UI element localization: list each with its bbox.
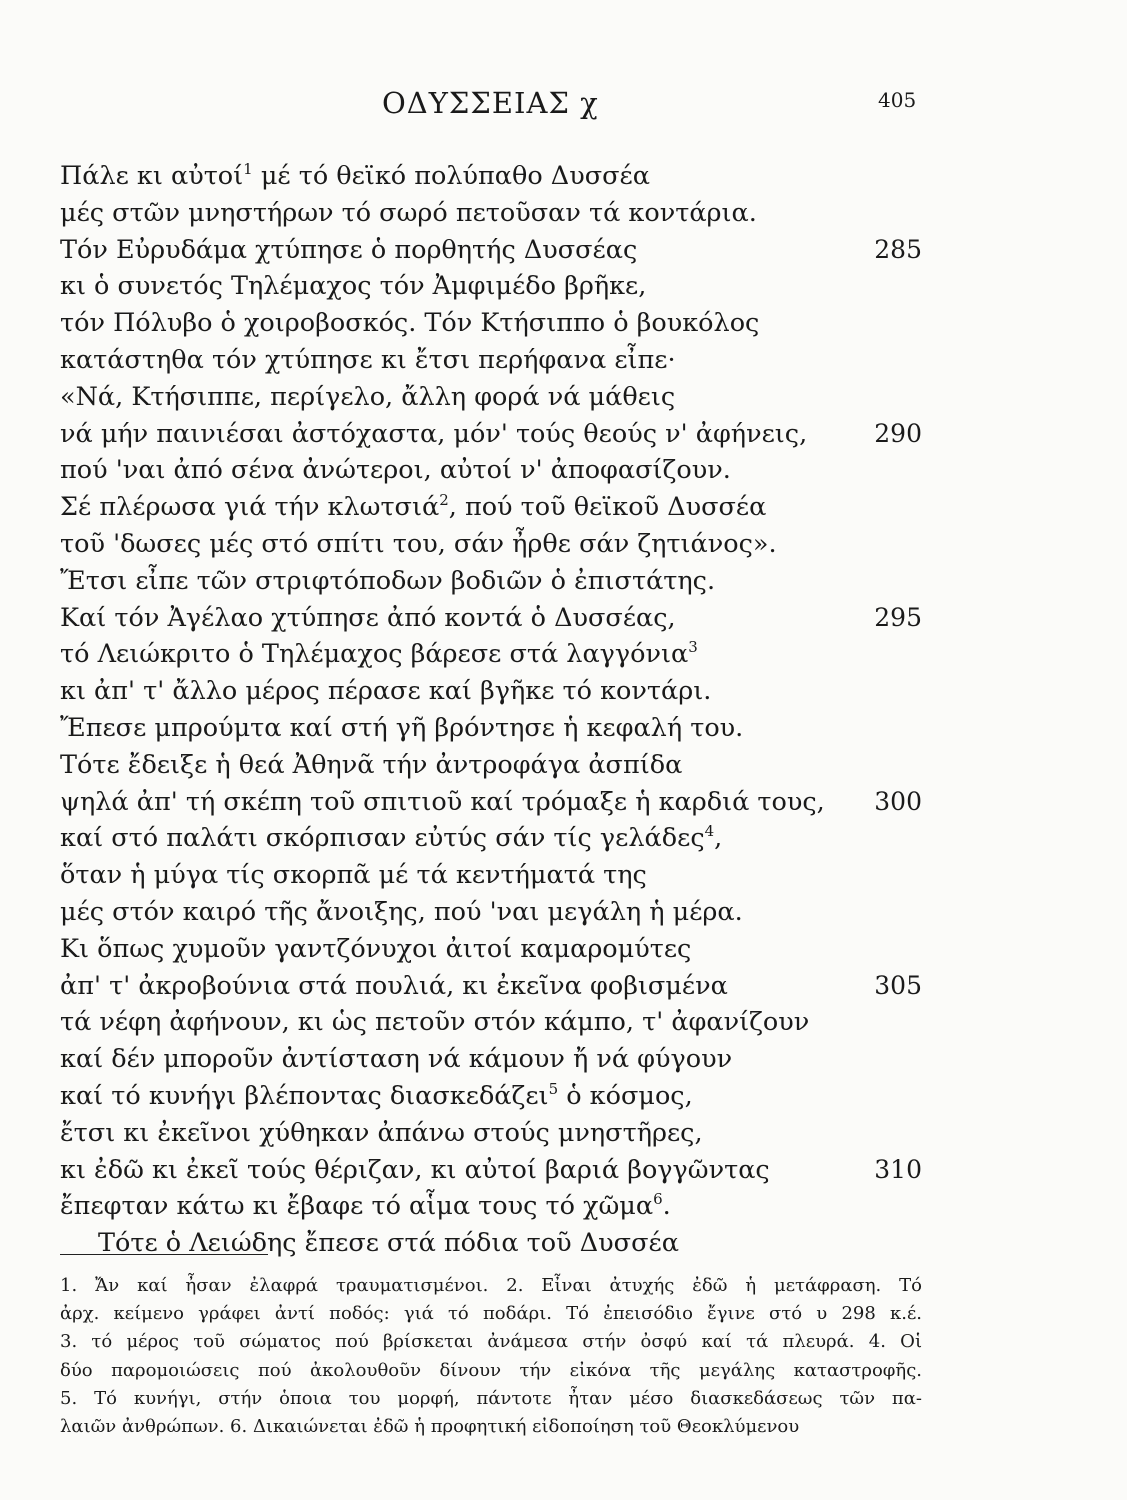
verse-text-main: ἀπ' τ' ἀκροβούνια στά πουλιά, κι ἐκεῖνα φοβισμένα — [60, 970, 728, 1001]
verse-text-main: Τότε ὁ Λειώδης ἔπεσε στά πόδια τοῦ Δυσσέα — [98, 1228, 679, 1259]
verse-text-main: νά μήν παινιέσαι ἀστόχαστα, μόν' τούς θεούς ν' ἀφήνεις, — [60, 418, 808, 449]
verse-text-main: Τότε ἔδειξε ἡ θεά Ἀθηνᾶ τήν ἀντροφάγα ἀσπίδα — [60, 749, 683, 780]
verse-line — [60, 1188, 922, 1225]
verse-text-main: Πάλε κι αὐτοί — [60, 161, 244, 191]
verse-line — [60, 931, 922, 968]
verse-line — [60, 268, 922, 305]
verse-text-main: «Νά, Κτήσιππε, περίγελο, ἄλλη φορά νά μάθεις — [60, 381, 676, 412]
verse-text-main: ἔτσι κι ἐκεῖνοι χύθηκαν ἀπάνω στούς μνηστῆρες, — [60, 1117, 703, 1148]
verse-text-main: ἔπεφταν κάτω κι ἔβαφε τό αἷμα τους τό χῶμα — [60, 1191, 654, 1222]
verse-line — [60, 1152, 922, 1189]
verse-text — [60, 271, 646, 301]
verse-text — [60, 934, 691, 964]
verse-text-main: Καί τόν Ἀγέλαο χτύπησε ἀπό κοντά ὁ Δυσσέας, — [60, 602, 676, 633]
verse-line — [60, 636, 922, 673]
footnote-marker: 1 — [243, 160, 253, 178]
verse-text-tail: μέ τό θεϊκό πολύπαθο Δυσσέα — [252, 161, 650, 191]
footnote-line: δύο παρομοιώσεις πού ἀκολουθοῦν δίνουν τήν εἰκόνα τῆς μεγάλης καταστροφῆς. — [60, 1359, 922, 1381]
verse-line — [60, 563, 922, 600]
verse-line — [60, 342, 922, 379]
verse-text — [60, 235, 637, 265]
verse-text — [60, 566, 715, 596]
verse-text-main: τόν Πόλυβο ὁ χοιροβοσκός. Τόν Κτήσιππο ὁ βουκόλος — [60, 308, 760, 339]
verse-text-main: κι ἐδῶ κι ἐκεῖ τούς θέριζαν, κι αὐτοί βαριά βογγῶντας — [60, 1154, 770, 1185]
verse-text-main: κι ἀπ' τ' ἄλλο μέρος πέρασε καί βγῆκε τό κοντάρι. — [60, 676, 712, 707]
footnote-marker: 2 — [439, 491, 449, 510]
verse-number: 285 — [874, 234, 922, 264]
verse-text — [60, 823, 722, 853]
running-head-title: ΟΔΥΣΣΕΙΑΣ χ — [382, 86, 599, 120]
verse-text — [60, 1155, 770, 1185]
verse-line — [60, 710, 922, 747]
footnote-line: λαιῶν ἀνθρώπων. 6. Δικαιώνεται ἐδῶ ἡ προφητική εἰδοποίηση τοῦ Θεοκλύμενου — [60, 1415, 800, 1437]
verse-text — [60, 345, 676, 375]
verse-line — [60, 1078, 922, 1115]
verse-number: 310 — [874, 1154, 922, 1184]
verse-line — [60, 416, 922, 453]
verse-line — [60, 784, 922, 821]
verse-text — [60, 603, 676, 633]
verse-text — [60, 1044, 732, 1074]
page-number: 405 — [878, 88, 917, 112]
verse-line — [60, 673, 922, 710]
verse-text-tail: , — [714, 823, 723, 854]
footnotes — [60, 1272, 922, 1441]
verse-text-tail: ὁ κόσμος, — [558, 1080, 693, 1111]
verse-text-main: καί στό παλάτι σκόρπισαν εὐτύς σάν τίς γελάδες — [60, 823, 705, 854]
verse-text — [60, 787, 825, 817]
verse-text-main: μές στόν καιρό τῆς ἄνοιξης, πού 'ναι μεγάλη ἡ μέρα. — [60, 896, 743, 927]
verse-text-main: κι ὁ συνετός Τηλέμαχος τόν Ἀμφιμέδο βρῆκε, — [60, 271, 647, 302]
verse-line — [60, 1225, 922, 1262]
verse-text — [60, 1081, 693, 1111]
verse-text — [60, 1118, 703, 1148]
verse-line — [60, 600, 922, 637]
verse-text — [60, 198, 757, 228]
verse-line — [60, 857, 922, 894]
verse-text — [60, 492, 766, 522]
verse-text — [60, 860, 647, 890]
footnote-line: 5. Τό κυνήγι, στήν ὁποια του μορφή, πάντοτε ἦταν μέσο διασκεδάσεως τῶν πα- — [60, 1387, 922, 1409]
verse-text-main: Σέ πλέρωσα γιά τήν κλωτσιά — [60, 492, 440, 523]
verse-text-main: καί τό κυνήγι βλέποντας διασκεδάζει — [60, 1080, 549, 1111]
verse-line — [60, 526, 922, 563]
verse-text — [60, 971, 728, 1001]
verse-number: 300 — [874, 786, 922, 816]
verse-text — [60, 676, 711, 706]
verse-line — [60, 894, 922, 931]
verse-text — [60, 713, 743, 743]
verse-text — [60, 1007, 809, 1037]
verse-line — [60, 305, 922, 342]
verse-line — [60, 195, 922, 232]
verse-text — [60, 455, 731, 485]
verse-text — [60, 161, 650, 191]
footnote-marker: 4 — [704, 822, 715, 841]
verse-text — [60, 1191, 671, 1221]
verse-line — [60, 968, 922, 1005]
verse-line — [60, 489, 922, 526]
verse-line — [60, 1115, 922, 1152]
verse-number: 290 — [874, 418, 922, 448]
footnote-divider — [60, 1254, 268, 1255]
verse-text-main: κατάστηθα τόν χτύπησε κι ἔτσι περήφανα εἶπε· — [60, 344, 676, 375]
verse-line — [60, 379, 922, 416]
verse-line — [60, 452, 922, 489]
verse-line — [60, 820, 922, 857]
verse-line — [60, 747, 922, 784]
verse-text — [60, 897, 743, 927]
footnote-marker: 6 — [653, 1190, 663, 1209]
footnote-line: 1. Ἄν καί ἦσαν ἐλαφρά τραυματισμένοι. 2. Εἶναι ἀτυχής ἐδῶ ἡ μετάφραση. Τό — [60, 1275, 922, 1296]
verse-text-main: Ἔπεσε μπρούμτα καί στή γῆ βρόντησε ἡ κεφαλή του. — [60, 712, 744, 743]
footnote-line: ἀρχ. κείμενο γράφει ἀντί ποδός: γιά τό ποδάρι. Τό ἐπεισόδιο ἔγινε στό υ 298 κ.έ. — [60, 1303, 922, 1325]
verse-text-main: Ἔτσι εἶπε τῶν στριφτόποδων βοδιῶν ὁ ἐπιστάτης. — [60, 565, 716, 596]
verse-text-main: καί δέν μποροῦν ἀντίσταση νά κάμουν ἤ νά φύγουν — [60, 1044, 733, 1075]
verse-line — [60, 232, 922, 269]
verse-line — [60, 158, 922, 195]
verse-text — [60, 750, 682, 780]
verse-text — [60, 529, 777, 559]
verse-text-main: τοῦ 'δωσες μές στό σπίτι του, σάν ἦρθε σάν ζητιάνος». — [60, 528, 777, 559]
verse-text-main: μές στῶν μνηστήρων τό σωρό πετοῦσαν τά κοντάρια. — [60, 197, 757, 228]
verse-text-main: ὅταν ἡ μύγα τίς σκορπᾶ μέ τά κεντήματά της — [60, 860, 647, 891]
verse-text — [60, 308, 759, 338]
verse-text-tail: , πού τοῦ θεϊκοῦ Δυσσέα — [448, 492, 767, 523]
footnote-marker: 5 — [548, 1079, 559, 1098]
footnote-line: 3. τό μέρος τοῦ σώματος πού βρίσκεται ἀνάμεσα στήν ὀσφύ καί τά πλευρά. 4. Οἱ — [60, 1331, 922, 1353]
footnote-marker: 3 — [688, 638, 698, 657]
verse-text-main: πού 'ναι ἀπό σένα ἀνώτεροι, αὐτοί ν' ἀποφασίζουν. — [60, 455, 731, 486]
verse-text — [60, 639, 698, 669]
verse-text — [60, 419, 807, 449]
verse-line — [60, 1041, 922, 1078]
verse-text-tail: . — [662, 1191, 671, 1222]
verse-line — [60, 1004, 922, 1041]
verse-text-main: ψηλά ἀπ' τή σκέπη τοῦ σπιτιοῦ καί τρόμαξε ἡ καρδιά τους, — [60, 786, 825, 817]
verse-text-main: Κι ὅπως χυμοῦν γαντζόνυχοι ἀιτοί καμαρομύτες — [60, 933, 692, 964]
verse-text-main: τά νέφη ἀφήνουν, κι ὡς πετοῦν στόν κάμπο, τ' ἀφανίζουν — [60, 1007, 810, 1038]
verse-number: 305 — [874, 970, 922, 1000]
poem-body — [60, 158, 922, 1262]
verse-text — [60, 382, 675, 412]
verse-number: 295 — [874, 602, 922, 632]
verse-text-main: Τόν Εὐρυδάμα χτύπησε ὁ πορθητής Δυσσέας — [60, 234, 638, 265]
verse-text-main: τό Λειώκριτο ὁ Τηλέμαχος βάρεσε στά λαγγόνια — [60, 639, 689, 670]
